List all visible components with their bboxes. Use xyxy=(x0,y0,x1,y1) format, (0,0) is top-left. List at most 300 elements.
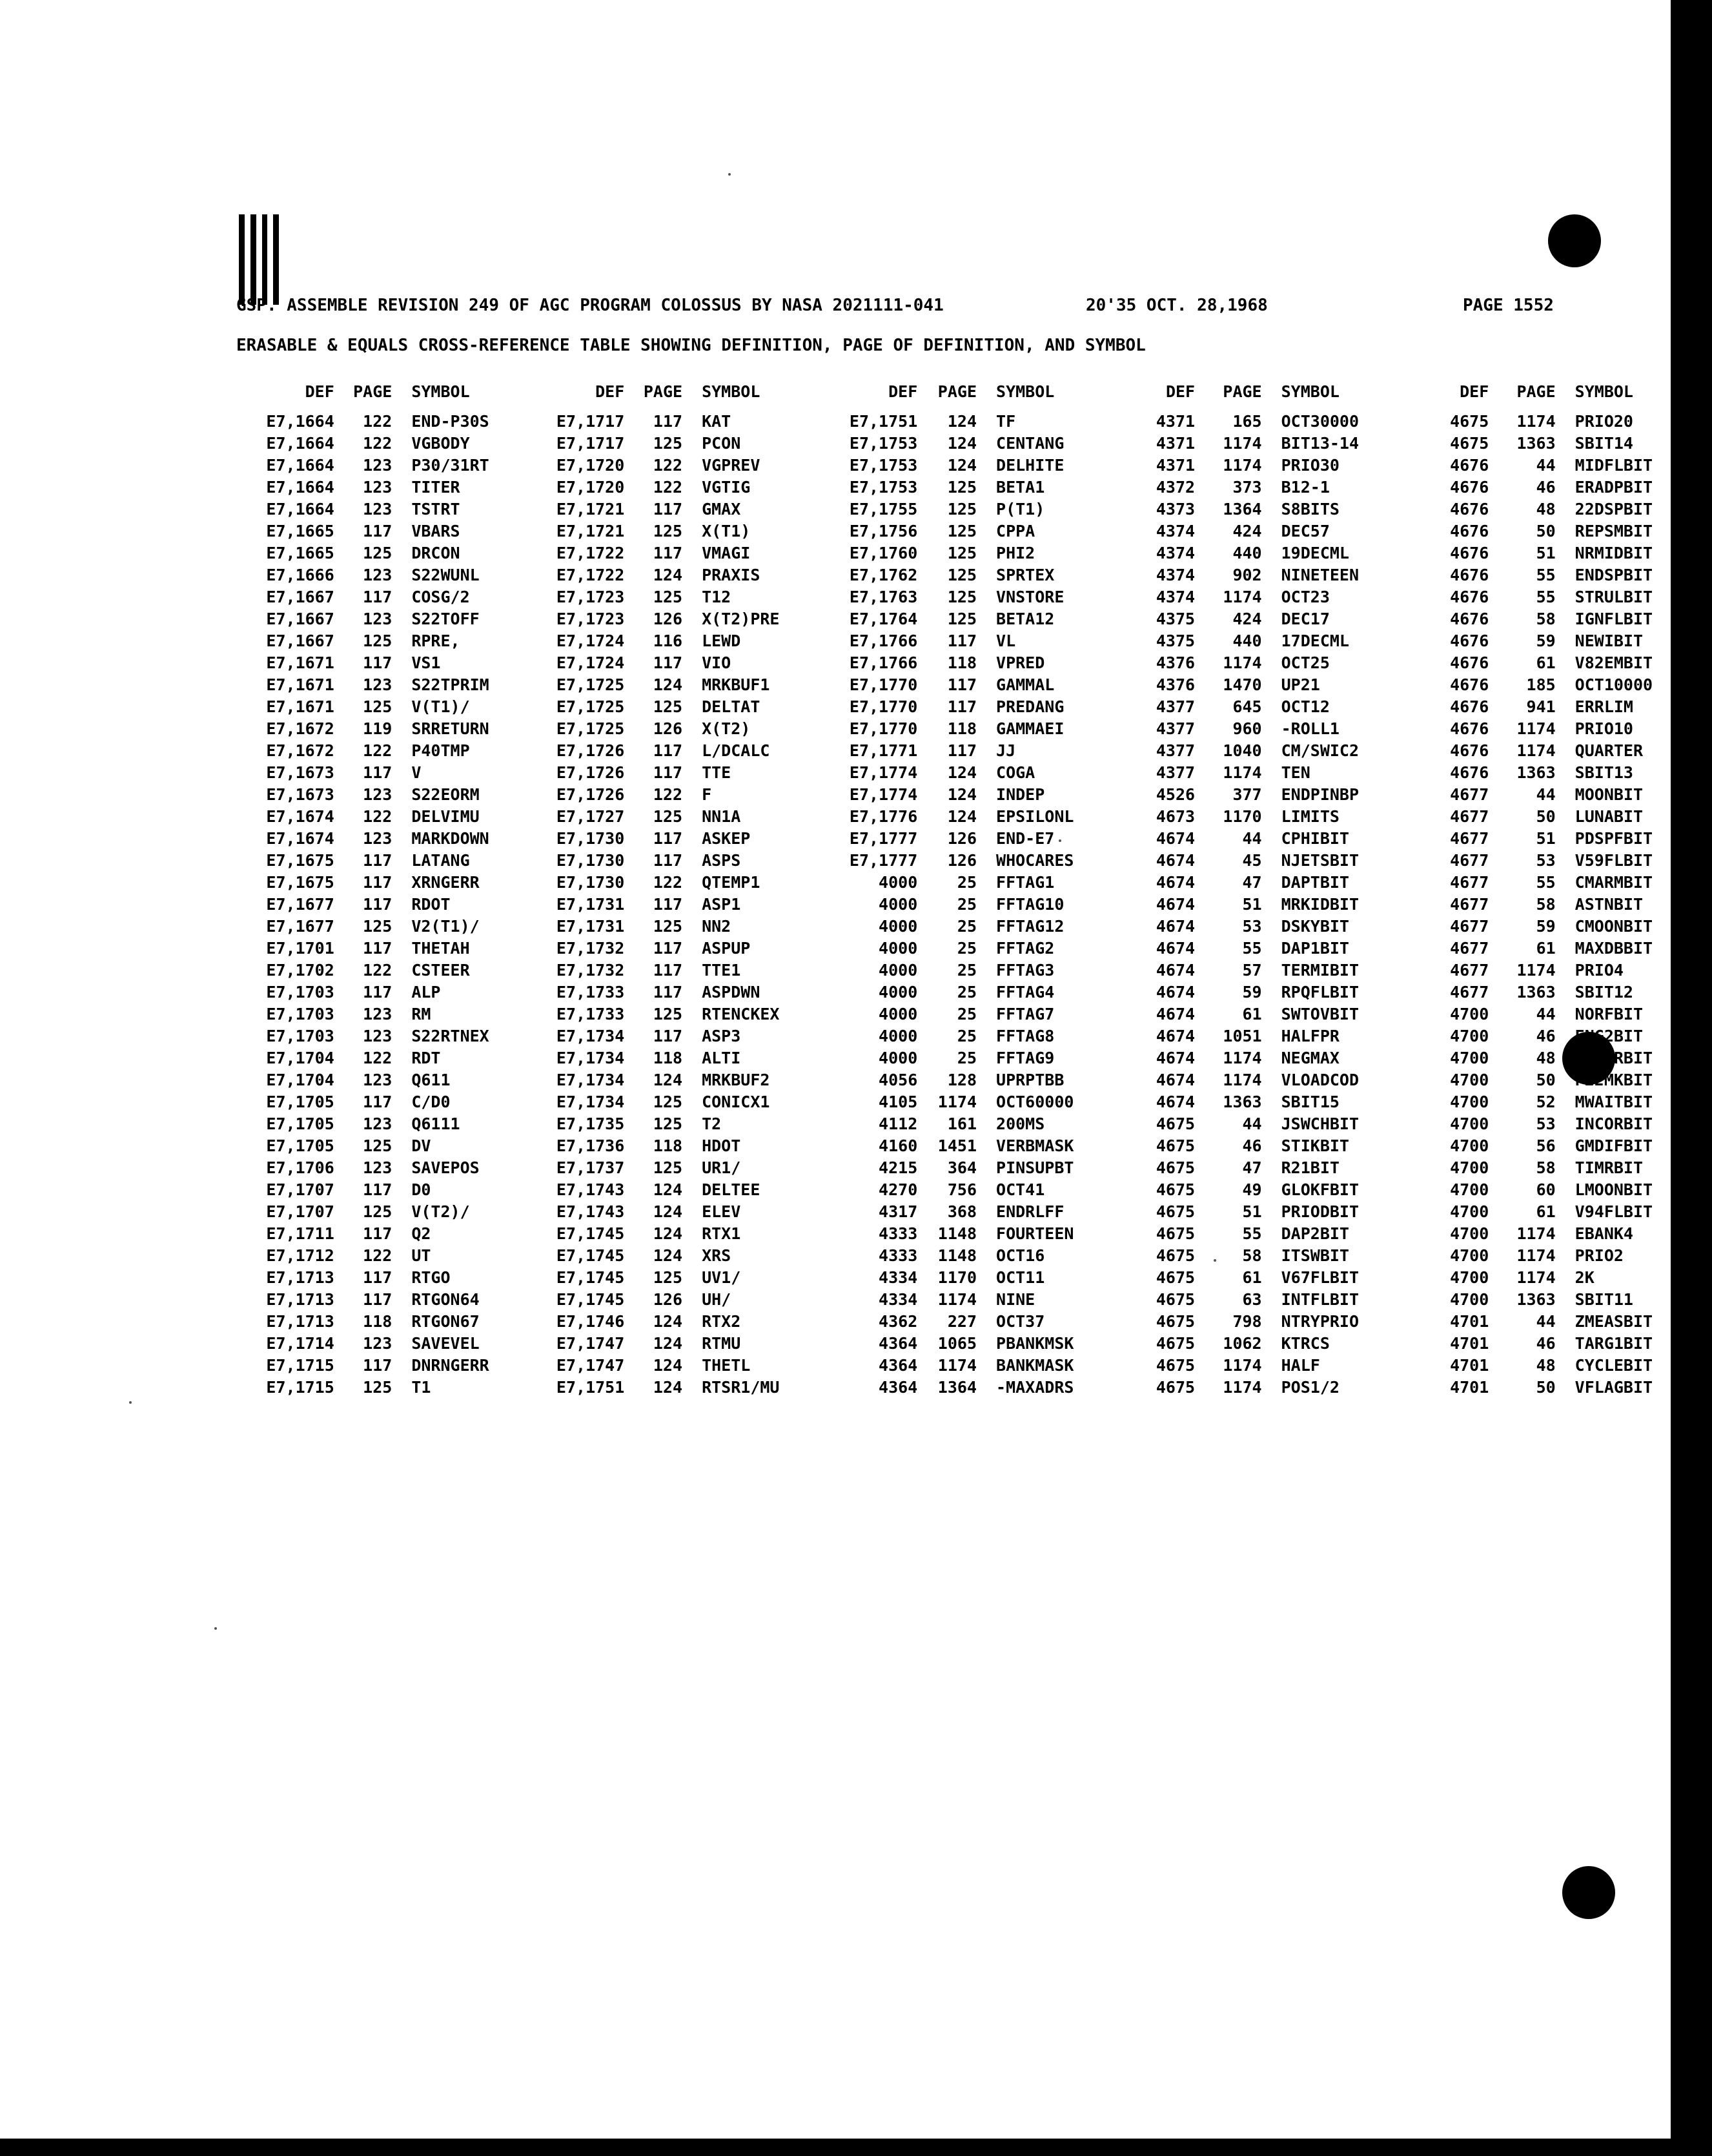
def-cell: E7,1743 xyxy=(556,1180,625,1199)
page-cell: 126 xyxy=(947,851,977,870)
table-row xyxy=(1392,1003,1671,1025)
def-cell: E7,1731 xyxy=(556,917,625,936)
page-cell: 53 xyxy=(1242,917,1262,936)
table-row xyxy=(234,433,513,455)
def-cell: 4675 xyxy=(1156,1378,1196,1397)
table-row xyxy=(806,718,1104,740)
def-cell: 4676 xyxy=(1450,566,1489,584)
column-header-def: DEF xyxy=(888,382,918,401)
table-row xyxy=(234,652,513,674)
page-cell: 1174 xyxy=(1516,961,1556,980)
column-header-page: PAGE xyxy=(353,382,392,401)
page-cell: 25 xyxy=(957,895,977,914)
table-row xyxy=(1392,586,1671,608)
def-cell: E7,1734 xyxy=(556,1093,625,1111)
page-cell: 1051 xyxy=(1223,1027,1262,1045)
page-cell: 47 xyxy=(1242,1158,1262,1177)
page-cell: 1174 xyxy=(1223,456,1262,475)
def-cell: E7,1707 xyxy=(266,1202,334,1221)
symbol-cell: TSTRT xyxy=(411,500,460,518)
table-row xyxy=(1104,1223,1392,1245)
def-cell: E7,1664 xyxy=(266,500,334,518)
table-row xyxy=(1104,542,1392,564)
page-cell: 1174 xyxy=(1223,763,1262,782)
def-cell: E7,1672 xyxy=(266,719,334,738)
symbol-cell: PRAXIS xyxy=(702,566,760,584)
def-cell: E7,1713 xyxy=(266,1268,334,1287)
table-row xyxy=(806,586,1104,608)
def-cell: E7,1746 xyxy=(556,1312,625,1331)
table-row xyxy=(806,850,1104,872)
page-cell: 55 xyxy=(1536,566,1556,584)
table-row xyxy=(806,938,1104,960)
symbol-cell: FFTAG10 xyxy=(996,895,1065,914)
table-row xyxy=(1104,1091,1392,1113)
table-row xyxy=(234,1289,513,1311)
table-row xyxy=(1392,630,1671,652)
table-row xyxy=(806,784,1104,806)
def-cell: E7,1722 xyxy=(556,566,625,584)
symbol-cell: S22TOFF xyxy=(411,610,480,628)
symbol-cell: RM xyxy=(411,1005,431,1023)
table-row xyxy=(806,674,1104,696)
table-row xyxy=(1392,1245,1671,1267)
table-row xyxy=(234,762,513,784)
symbol-cell: X(T2) xyxy=(702,719,751,738)
def-cell: 4000 xyxy=(879,983,918,1001)
def-cell: 4000 xyxy=(879,1049,918,1067)
def-cell: E7,1717 xyxy=(556,412,625,431)
def-cell: 4374 xyxy=(1156,566,1196,584)
def-cell: E7,1731 xyxy=(556,895,625,914)
symbol-cell: P40TMP xyxy=(411,741,470,760)
symbol-cell: RTGO xyxy=(411,1268,451,1287)
page-cell: 124 xyxy=(653,1224,683,1243)
table-row xyxy=(1392,498,1671,520)
table-row xyxy=(234,1245,513,1267)
def-cell: 4675 xyxy=(1156,1268,1196,1287)
symbol-cell: ASTNBIT xyxy=(1574,895,1644,914)
column-header-symbol: SYMBOL xyxy=(996,382,1055,401)
def-cell: 4374 xyxy=(1156,544,1196,562)
table-row xyxy=(806,498,1104,520)
symbol-cell: HALF xyxy=(1281,1356,1320,1375)
def-cell: 4677 xyxy=(1450,829,1489,848)
page-cell: 125 xyxy=(653,434,683,453)
def-cell: E7,1677 xyxy=(266,895,334,914)
column-group-2 xyxy=(513,381,806,1399)
def-cell: E7,1717 xyxy=(556,434,625,453)
binder-hole-bottom xyxy=(1562,1866,1615,1919)
page-cell: 59 xyxy=(1536,631,1556,650)
symbol-cell: OCT30000 xyxy=(1281,412,1360,431)
page-cell: 124 xyxy=(653,1202,683,1221)
table-row xyxy=(234,1003,513,1025)
symbol-cell: S22WUNL xyxy=(411,566,480,584)
page-cell: 61 xyxy=(1536,939,1556,958)
def-cell: 4676 xyxy=(1450,500,1489,518)
symbol-cell: FFTAG1 xyxy=(996,873,1055,892)
symbol-cell: PINSUPBT xyxy=(996,1158,1074,1177)
symbol-cell: CSTEER xyxy=(411,961,470,980)
table-row xyxy=(806,433,1104,455)
table-row xyxy=(806,564,1104,586)
def-cell: E7,1751 xyxy=(556,1378,625,1397)
page-cell: 1174 xyxy=(937,1356,977,1375)
symbol-cell: TERMIBIT xyxy=(1281,961,1360,980)
page-cell: 125 xyxy=(947,566,977,584)
page-cell: 63 xyxy=(1242,1290,1262,1309)
table-row xyxy=(1392,1135,1671,1157)
def-cell: E7,1733 xyxy=(556,1005,625,1023)
def-cell: 4371 xyxy=(1156,412,1196,431)
symbol-cell: JJ xyxy=(996,741,1016,760)
symbol-cell: B12-1 xyxy=(1281,478,1330,497)
page-cell: 117 xyxy=(653,895,683,914)
symbol-cell: EPSILONL xyxy=(996,807,1074,826)
def-cell: E7,1725 xyxy=(556,719,625,738)
column-header-symbol: SYMBOL xyxy=(1574,382,1633,401)
def-cell: 4700 xyxy=(1450,1027,1489,1045)
symbol-cell: STIKBIT xyxy=(1281,1136,1349,1155)
symbol-cell: UV1/ xyxy=(702,1268,741,1287)
symbol-cell: T12 xyxy=(702,588,731,606)
symbol-cell: S22RTNEX xyxy=(411,1027,489,1045)
def-cell: E7,1747 xyxy=(556,1356,625,1375)
symbol-cell: PRIO20 xyxy=(1574,412,1633,431)
table-row xyxy=(513,872,806,894)
symbol-cell: V94FLBIT xyxy=(1574,1202,1653,1221)
def-cell: E7,1703 xyxy=(266,1027,334,1045)
symbol-cell: DEC17 xyxy=(1281,610,1330,628)
page-cell: 122 xyxy=(363,434,392,453)
page-cell: 48 xyxy=(1536,1356,1556,1375)
def-cell: E7,1745 xyxy=(556,1290,625,1309)
symbol-cell: QUARTER xyxy=(1574,741,1644,760)
def-cell: 4056 xyxy=(879,1071,918,1089)
symbol-cell: FFTAG2 xyxy=(996,939,1055,958)
def-cell: 4675 xyxy=(1156,1312,1196,1331)
table-row xyxy=(806,520,1104,542)
page-cell: 125 xyxy=(947,522,977,540)
page-cell: 117 xyxy=(653,851,683,870)
symbol-cell: TEN xyxy=(1281,763,1310,782)
symbol-cell: SBIT14 xyxy=(1574,434,1633,453)
symbol-cell: THETAH xyxy=(411,939,470,958)
def-cell: 4674 xyxy=(1156,851,1196,870)
table-row xyxy=(513,630,806,652)
page-cell: 122 xyxy=(363,1246,392,1265)
def-cell: E7,1732 xyxy=(556,939,625,958)
page-cell: 117 xyxy=(363,653,392,672)
def-cell: 4375 xyxy=(1156,610,1196,628)
page-cell: 117 xyxy=(363,895,392,914)
page-cell: 117 xyxy=(363,1356,392,1375)
page-cell: 117 xyxy=(653,763,683,782)
table-row xyxy=(513,652,806,674)
def-cell: E7,1771 xyxy=(849,741,918,760)
table-row xyxy=(1104,1333,1392,1355)
def-cell: 4377 xyxy=(1156,697,1196,716)
symbol-cell: ASP1 xyxy=(702,895,741,914)
table-row xyxy=(806,916,1104,938)
def-cell: E7,1671 xyxy=(266,653,334,672)
table-row xyxy=(234,608,513,630)
symbol-cell: RTGON67 xyxy=(411,1312,480,1331)
symbol-cell: V(T1)/ xyxy=(411,697,470,716)
page-cell: 117 xyxy=(653,544,683,562)
page-cell: 44 xyxy=(1242,829,1262,848)
symbol-cell: DNRNGERR xyxy=(411,1356,489,1375)
page-cell: 123 xyxy=(363,1005,392,1023)
def-cell: 4701 xyxy=(1450,1334,1489,1353)
def-cell: 4372 xyxy=(1156,478,1196,497)
table-row xyxy=(1392,894,1671,916)
page-cell: 756 xyxy=(947,1180,977,1199)
symbol-cell: X(T1) xyxy=(702,522,751,540)
table-row xyxy=(1104,828,1392,850)
symbol-cell: CM/SWIC2 xyxy=(1281,741,1360,760)
table-row xyxy=(234,674,513,696)
symbol-cell: END-P30S xyxy=(411,412,489,431)
symbol-cell: GLOKFBIT xyxy=(1281,1180,1360,1199)
column-header-def: DEF xyxy=(305,382,334,401)
page-cell: 122 xyxy=(653,785,683,804)
symbol-cell: XRNGERR xyxy=(411,873,480,892)
symbol-cell: NN1A xyxy=(702,807,741,826)
symbol-cell: GMDIFBIT xyxy=(1574,1136,1653,1155)
def-cell: 4675 xyxy=(1156,1224,1196,1243)
table-row xyxy=(1392,542,1671,564)
page-cell: 125 xyxy=(947,588,977,606)
table-row xyxy=(1392,806,1671,828)
page-cell: 122 xyxy=(363,807,392,826)
page-cell: 123 xyxy=(363,675,392,694)
symbol-cell: NN2 xyxy=(702,917,731,936)
assembly-identifier: GSP. ASSEMBLE REVISION 249 OF AGC PROGRAM COLOSSUS BY NASA 2021111-041 xyxy=(236,296,944,315)
page-cell: 117 xyxy=(947,697,977,716)
page-cell: 126 xyxy=(947,829,977,848)
cross-ref-table-3 xyxy=(806,381,1104,1399)
speck xyxy=(1059,839,1061,842)
def-cell: E7,1770 xyxy=(849,697,918,716)
symbol-cell: ASP3 xyxy=(702,1027,741,1045)
table-row xyxy=(1392,608,1671,630)
page-cell: 58 xyxy=(1536,610,1556,628)
table-row xyxy=(234,1311,513,1333)
symbol-cell: COSG/2 xyxy=(411,588,470,606)
table-row xyxy=(513,1157,806,1179)
def-cell: E7,1672 xyxy=(266,741,334,760)
symbol-cell: DV xyxy=(411,1136,431,1155)
symbol-cell: INCORBIT xyxy=(1574,1114,1653,1133)
cross-ref-table-2 xyxy=(513,381,806,1399)
def-cell: 4700 xyxy=(1450,1071,1489,1089)
page-cell: 117 xyxy=(947,741,977,760)
symbol-cell: POS1/2 xyxy=(1281,1378,1340,1397)
table-row xyxy=(1104,1355,1392,1377)
def-cell: 4364 xyxy=(879,1356,918,1375)
table-row xyxy=(513,828,806,850)
table-row xyxy=(1392,1223,1671,1245)
table-subtitle: ERASABLE & EQUALS CROSS-REFERENCE TABLE SHOWING DEFINITION, PAGE OF DEFINITION, AND SYMBOL xyxy=(236,336,1146,355)
symbol-cell: NEGMAX xyxy=(1281,1049,1340,1067)
symbol-cell: RPRE, xyxy=(411,631,460,650)
page-cell: 46 xyxy=(1536,1027,1556,1045)
symbol-cell: NRMIDBIT xyxy=(1574,544,1653,562)
page-cell: 117 xyxy=(653,412,683,431)
page-cell: 1364 xyxy=(937,1378,977,1397)
def-cell: E7,1755 xyxy=(849,500,918,518)
page-cell: 122 xyxy=(363,1049,392,1067)
def-cell: 4700 xyxy=(1450,1136,1489,1155)
table-row xyxy=(513,916,806,938)
table-row xyxy=(513,938,806,960)
page-cell: 1363 xyxy=(1223,1093,1262,1111)
table-row xyxy=(806,1135,1104,1157)
symbol-cell: VBARS xyxy=(411,522,460,540)
table-row xyxy=(1392,828,1671,850)
cross-ref-table-4 xyxy=(1104,381,1392,1399)
table-row xyxy=(513,608,806,630)
def-cell: 4000 xyxy=(879,939,918,958)
page-cell: 44 xyxy=(1536,785,1556,804)
def-cell: 4675 xyxy=(1156,1334,1196,1353)
symbol-cell: UP21 xyxy=(1281,675,1320,694)
page-cell: 124 xyxy=(653,1312,683,1331)
page-cell: 117 xyxy=(363,939,392,958)
page-cell: 123 xyxy=(363,1334,392,1353)
table-row xyxy=(1104,1025,1392,1047)
page-cell: 124 xyxy=(653,1180,683,1199)
symbol-cell: ERRLIM xyxy=(1574,697,1633,716)
table-row xyxy=(1392,1157,1671,1179)
symbol-cell: R21BIT xyxy=(1281,1158,1340,1177)
table-row xyxy=(1104,630,1392,652)
def-cell: 4674 xyxy=(1156,917,1196,936)
symbol-cell: TARG1BIT xyxy=(1574,1334,1653,1353)
def-cell: 4000 xyxy=(879,961,918,980)
page-cell: 1363 xyxy=(1516,983,1556,1001)
def-cell: 4677 xyxy=(1450,961,1489,980)
def-cell: 4374 xyxy=(1156,588,1196,606)
symbol-cell: C/D0 xyxy=(411,1093,451,1111)
symbol-cell: ASKEP xyxy=(702,829,751,848)
table-row xyxy=(806,1355,1104,1377)
symbol-cell: PRIODBIT xyxy=(1281,1202,1360,1221)
table-row xyxy=(234,1091,513,1113)
page-cell: 48 xyxy=(1536,500,1556,518)
symbol-cell: TF xyxy=(996,412,1016,431)
symbol-cell: -ROLL1 xyxy=(1281,719,1340,738)
symbol-cell: MWAITBIT xyxy=(1574,1093,1653,1111)
symbol-cell: DAP1BIT xyxy=(1281,939,1349,958)
def-cell: 4677 xyxy=(1450,851,1489,870)
def-cell: E7,1705 xyxy=(266,1114,334,1133)
symbol-cell: UT xyxy=(411,1246,431,1265)
table-row xyxy=(513,564,806,586)
symbol-cell: VS1 xyxy=(411,653,441,672)
table-row xyxy=(234,916,513,938)
symbol-cell: ENDPINBP xyxy=(1281,785,1360,804)
symbol-cell: P30/31RT xyxy=(411,456,489,475)
page-cell: 117 xyxy=(653,961,683,980)
def-cell: E7,1762 xyxy=(849,566,918,584)
symbol-cell: INTFLBIT xyxy=(1281,1290,1360,1309)
page-number: PAGE 1552 xyxy=(1463,296,1554,315)
page-cell: 118 xyxy=(363,1312,392,1331)
def-cell: 4160 xyxy=(879,1136,918,1155)
def-cell: 4000 xyxy=(879,1027,918,1045)
def-cell: 4675 xyxy=(1156,1136,1196,1155)
def-cell: 4674 xyxy=(1156,829,1196,848)
symbol-cell: DELTAT xyxy=(702,697,760,716)
page-cell: 51 xyxy=(1536,544,1556,562)
page-cell: 125 xyxy=(947,610,977,628)
page-cell: 124 xyxy=(947,785,977,804)
symbol-cell: TITER xyxy=(411,478,460,497)
def-cell: E7,1715 xyxy=(266,1378,334,1397)
table-row xyxy=(1392,718,1671,740)
page-cell: 1364 xyxy=(1223,500,1262,518)
page-cell: 46 xyxy=(1242,1136,1262,1155)
symbol-cell: SBIT15 xyxy=(1281,1093,1340,1111)
def-cell: 4376 xyxy=(1156,653,1196,672)
table-row xyxy=(1104,1179,1392,1201)
symbol-cell: ALTI xyxy=(702,1049,741,1067)
symbol-cell: LEWD xyxy=(702,631,741,650)
table-row xyxy=(234,784,513,806)
def-cell: E7,1736 xyxy=(556,1136,625,1155)
table-row xyxy=(513,1113,806,1135)
column-header-page: PAGE xyxy=(1223,382,1262,401)
table-row xyxy=(513,740,806,762)
table-row xyxy=(1104,498,1392,520)
symbol-cell: JSWCHBIT xyxy=(1281,1114,1360,1133)
def-cell: 4676 xyxy=(1450,478,1489,497)
print-datetime: 20'35 OCT. 28,1968 xyxy=(1086,296,1268,315)
column-header-page: PAGE xyxy=(643,382,683,401)
def-cell: E7,1704 xyxy=(266,1049,334,1067)
def-cell: E7,1664 xyxy=(266,412,334,431)
def-cell: 4376 xyxy=(1156,675,1196,694)
page-cell: 125 xyxy=(653,1158,683,1177)
table-row xyxy=(1104,586,1392,608)
def-cell: 4674 xyxy=(1156,1093,1196,1111)
table-row xyxy=(513,981,806,1003)
page-cell: 53 xyxy=(1536,851,1556,870)
cross-reference-table xyxy=(234,381,1671,1399)
page-cell: 117 xyxy=(363,1290,392,1309)
symbol-cell: KTRCS xyxy=(1281,1334,1330,1353)
page-cell: 122 xyxy=(653,456,683,475)
table-row xyxy=(1392,960,1671,981)
page-cell: 47 xyxy=(1242,873,1262,892)
def-cell: 4700 xyxy=(1450,1180,1489,1199)
page-cell: 117 xyxy=(363,873,392,892)
page-cell: 123 xyxy=(363,500,392,518)
page-cell: 123 xyxy=(363,610,392,628)
table-row xyxy=(1104,718,1392,740)
speck xyxy=(129,1401,132,1404)
table-row xyxy=(1104,520,1392,542)
symbol-cell: ASPDWN xyxy=(702,983,760,1001)
def-cell: E7,1735 xyxy=(556,1114,625,1133)
def-cell: 4371 xyxy=(1156,434,1196,453)
symbol-cell: 2K xyxy=(1574,1268,1595,1287)
symbol-cell: NEWIBIT xyxy=(1574,631,1644,650)
page-cell: 44 xyxy=(1536,1312,1556,1331)
